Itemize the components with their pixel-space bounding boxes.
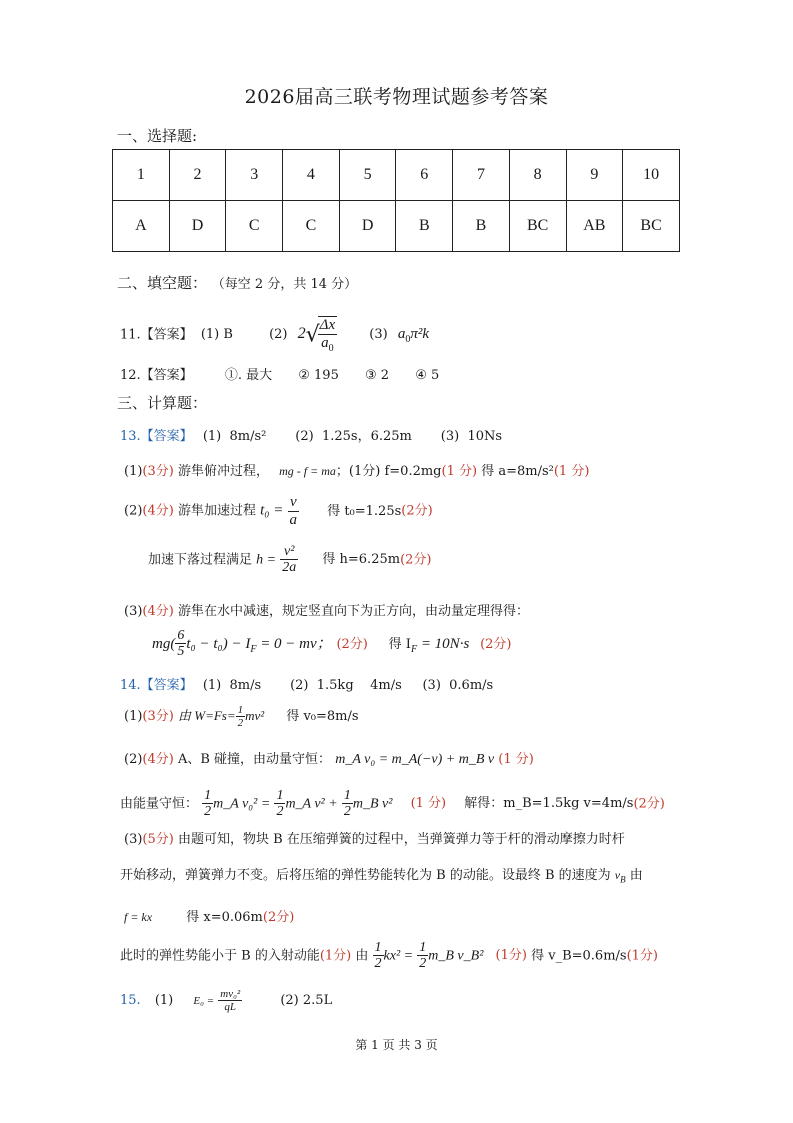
q15-field-fraction: $\frac{\text{mv₀²}}{qL}$: [220, 988, 241, 1014]
page-footer: 第 1 页 共 3 页: [355, 1038, 438, 1052]
table-row-answers: [113, 201, 680, 252]
answer-cell: D: [169, 201, 226, 252]
section-calc-heading: 三、计算题：: [117, 394, 208, 412]
question-number: 3: [226, 150, 283, 201]
q11-line: 11.【答案】 (1) B (2) 2√ $\frac{\Delta x}{a_0}$ (3) $a_0\pi^2k$: [120, 317, 430, 354]
answer-cell: A: [113, 201, 170, 252]
q14-step-3b: 开始移动，弹簧弹力不变。后将压缩的弹性势能转化为 B 的动能。设最终 B 的速度为 $v_B$ 由: [120, 868, 643, 885]
q13-step-2: (2)(4分) 游隼加速过程 t₀ = $\frac{v}{a}$ 得 t₀=1.25s(2分): [124, 494, 433, 528]
answer-cell: C: [226, 201, 283, 252]
q13-answer-line: 13.【答案】 (1) 8m/s² (2) 1.25s，6.25m (3) 10Ns: [120, 429, 503, 444]
question-number: 7: [453, 150, 510, 201]
q13-time-fraction: $\frac{v}{a}$: [289, 494, 298, 528]
section-fill-heading: 二、填空题： （每空 2 分，共 14 分）: [117, 274, 358, 292]
question-number: 4: [283, 150, 340, 201]
q13-step-2b: 加速下落过程满足 h = $\frac{\text{v²}}{2a}$ 得 h=6.25m(2分): [148, 544, 432, 576]
section-choice-heading: 一、选择题:: [117, 127, 198, 145]
answer-cell: D: [339, 201, 396, 252]
answer-cell: BC: [509, 201, 566, 252]
q13-step-3: (3)(4分) 游隼在水中减速，规定竖直向下为正方向，由动量定理得得：: [124, 604, 529, 619]
q14-step-3: (3)(5分) 由题可知，物块 B 在压缩弹簧的过程中，当弹簧弹力等于杆的滑动摩擦力时杆: [124, 832, 625, 847]
q12-label: 12.【答案】: [120, 368, 193, 383]
q15-line: 15. (1) E₀ = $\frac{\text{mv₀²}}{qL}$ (2) 2.5L: [120, 988, 333, 1014]
q14-step-3d: 此时的弹性势能小于 B 的入射动能(1分) 由 $\frac{1}{2}$ kx² = $\frac{1}{2}$ m_B v_B² (1分) 得 v_B=0.6m/s(1分): [120, 940, 658, 972]
question-number: 9: [566, 150, 623, 201]
q13-label: 13.【答案】: [120, 429, 193, 444]
q13-momentum-equation: mg( $\frac{6}{5}$ $t_0 - t_0) - I_F = 0$ − mv； (2分) 得 $I_F = 10N\cdot s$ (2分): [152, 628, 512, 660]
answer-cell: BC: [623, 201, 680, 252]
q14-step-1: (1)(3分) 由 W=Fs= $\frac{1}{2}$ mv² 得 v₀=8m/s: [124, 704, 359, 730]
q14-energy-line: 由能量守恒： $\frac{1}{2}$ m_A v₀² = $\frac{1}{2}$ m_A v² + $\frac{1}{2}$ m_B v² (1 分) 解得：m_B=1.5kg v=4m/s(2分): [120, 788, 665, 820]
question-number: 8: [509, 150, 566, 201]
question-number: 1: [113, 150, 170, 201]
question-number: 2: [169, 150, 226, 201]
choice-answer-table: [112, 149, 680, 252]
sqrt-icon: √: [305, 322, 320, 348]
answer-cell: B: [396, 201, 453, 252]
answer-cell: AB: [566, 201, 623, 252]
section-fill-note: （每空 2 分，共 14 分）: [211, 277, 358, 292]
q14-step-2: (2)(4分) A、B 碰撞，由动量守恒： m_A v₀ = m_A(−v) + m_B v (1 分): [124, 752, 534, 767]
table-row-numbers: [113, 150, 680, 201]
question-number: 6: [396, 150, 453, 201]
question-number: 10: [623, 150, 680, 201]
q14-step-3c: f = kx 得 x=0.06m(2分): [124, 910, 295, 925]
answer-cell: B: [453, 201, 510, 252]
q11-label: 11.【答案】: [120, 327, 193, 343]
q15-label: 15.: [120, 993, 141, 1009]
q14-answer-line: 14.【答案】 (1) 8m/s (2) 1.5kg 4m/s (3) 0.6m/s: [120, 678, 494, 693]
q13-step-1: (1)(3分) 游隼俯冲过程， mg - f = ma；(1分) f=0.2mg(1 分) 得 a=8m/s²(1 分): [124, 464, 590, 479]
q11-sqrt-fraction: $\frac{\Delta x}{a_0}$: [319, 317, 336, 354]
q14-label: 14.【答案】: [120, 678, 193, 693]
question-number: 5: [339, 150, 396, 201]
q12-line: 12.【答案】 ①. 最大 ② 195 ③ 2 ④ 5: [120, 368, 440, 383]
q13-height-fraction: $\frac{\text{v²}}{2a}$: [282, 544, 297, 576]
page-title: 2026届高三联考物理试题参考答案: [244, 86, 549, 108]
answer-cell: C: [283, 201, 340, 252]
